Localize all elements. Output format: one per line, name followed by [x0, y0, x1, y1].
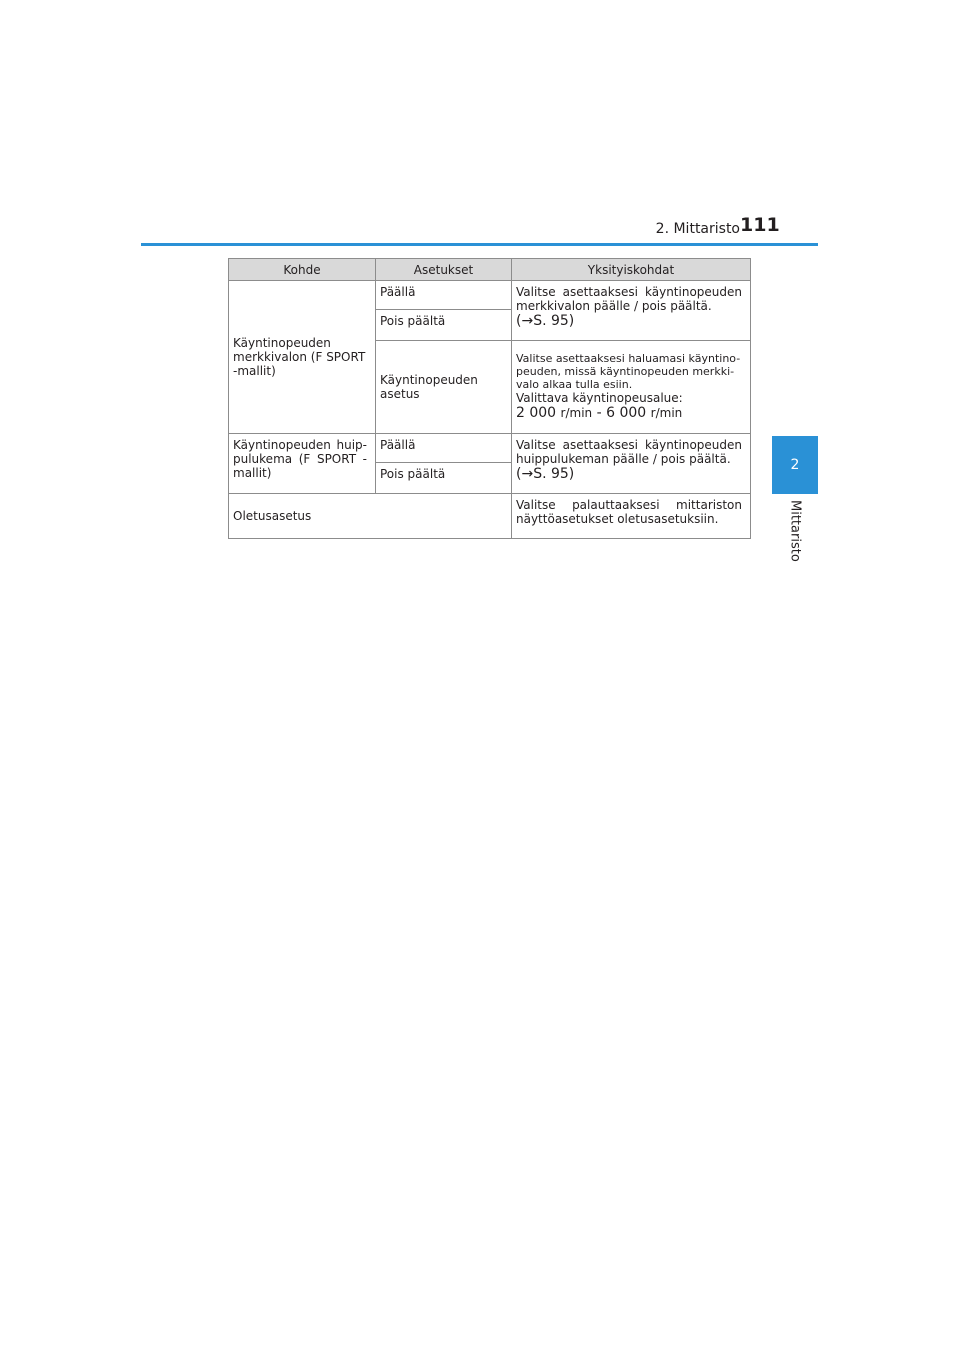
- detail-rpm-setting: [512, 341, 751, 434]
- rpm-unit: r/min: [650, 406, 683, 420]
- detail-text: Valitse asettaaksesi käyntinopeuden merkkivalon päälle / pois päältä.: [516, 285, 742, 313]
- page-reference[interactable]: (→S. 95): [516, 313, 575, 329]
- setting-on: Päällä: [376, 434, 512, 463]
- rpm-range: [516, 405, 742, 422]
- setting-off: Pois päältä: [376, 463, 512, 494]
- setting-off: Pois päältä: [376, 310, 512, 341]
- rpm-range-separator: -: [596, 405, 602, 421]
- detail-text: Valitse asettaaksesi käyntinopeuden huippulukeman päälle / pois päältä.: [516, 438, 742, 466]
- table-row: [229, 494, 751, 539]
- setting-rpm: Käyntinopeuden asetus: [376, 341, 512, 434]
- item-label: Käyntinopeuden huip-pulukema (F SPORT -mallit): [233, 438, 367, 480]
- page-number: 111: [740, 214, 780, 236]
- chapter-tab-label: Mittaristo: [787, 500, 803, 562]
- item-label: Käyntinopeuden merkkivalon (F SPORT -mallit): [233, 336, 366, 378]
- table-row: [229, 434, 751, 463]
- item-default: Oletusasetus: [229, 494, 512, 539]
- setting-on: Päällä: [376, 281, 512, 310]
- column-header-asetukset: Asetukset: [376, 259, 512, 281]
- item-peak-hold: [229, 434, 376, 494]
- page-header-title: 2. Mittaristo: [655, 221, 740, 237]
- rpm-unit: r/min: [560, 406, 593, 420]
- table-header-row: [229, 259, 751, 281]
- rpm-range-min: 2 000: [516, 405, 557, 421]
- range-label: Valittava käyntinopeusalue:: [516, 391, 683, 405]
- settings-table: [228, 258, 751, 539]
- header-rule: [141, 243, 818, 246]
- table-row: [229, 281, 751, 310]
- chapter-tab[interactable]: 2: [772, 436, 818, 494]
- detail-text: Valitse asettaaksesi haluamasi käyntino-peuden, missä käyntinopeuden merkki-valo alkaa tulla esiin.: [516, 352, 741, 391]
- item-rpm-indicator: [229, 281, 376, 434]
- detail-rpm-onoff: [512, 281, 751, 341]
- detail-default: Valitse palauttaaksesi mittariston näyttöasetukset oletusasetuksiin.: [512, 494, 751, 539]
- page-reference[interactable]: (→S. 95): [516, 466, 575, 482]
- rpm-range-max: 6 000: [606, 405, 647, 421]
- column-header-yksityiskohdat: Yksityiskohdat: [512, 259, 751, 281]
- detail-peak-hold: [512, 434, 751, 494]
- column-header-kohde: Kohde: [229, 259, 376, 281]
